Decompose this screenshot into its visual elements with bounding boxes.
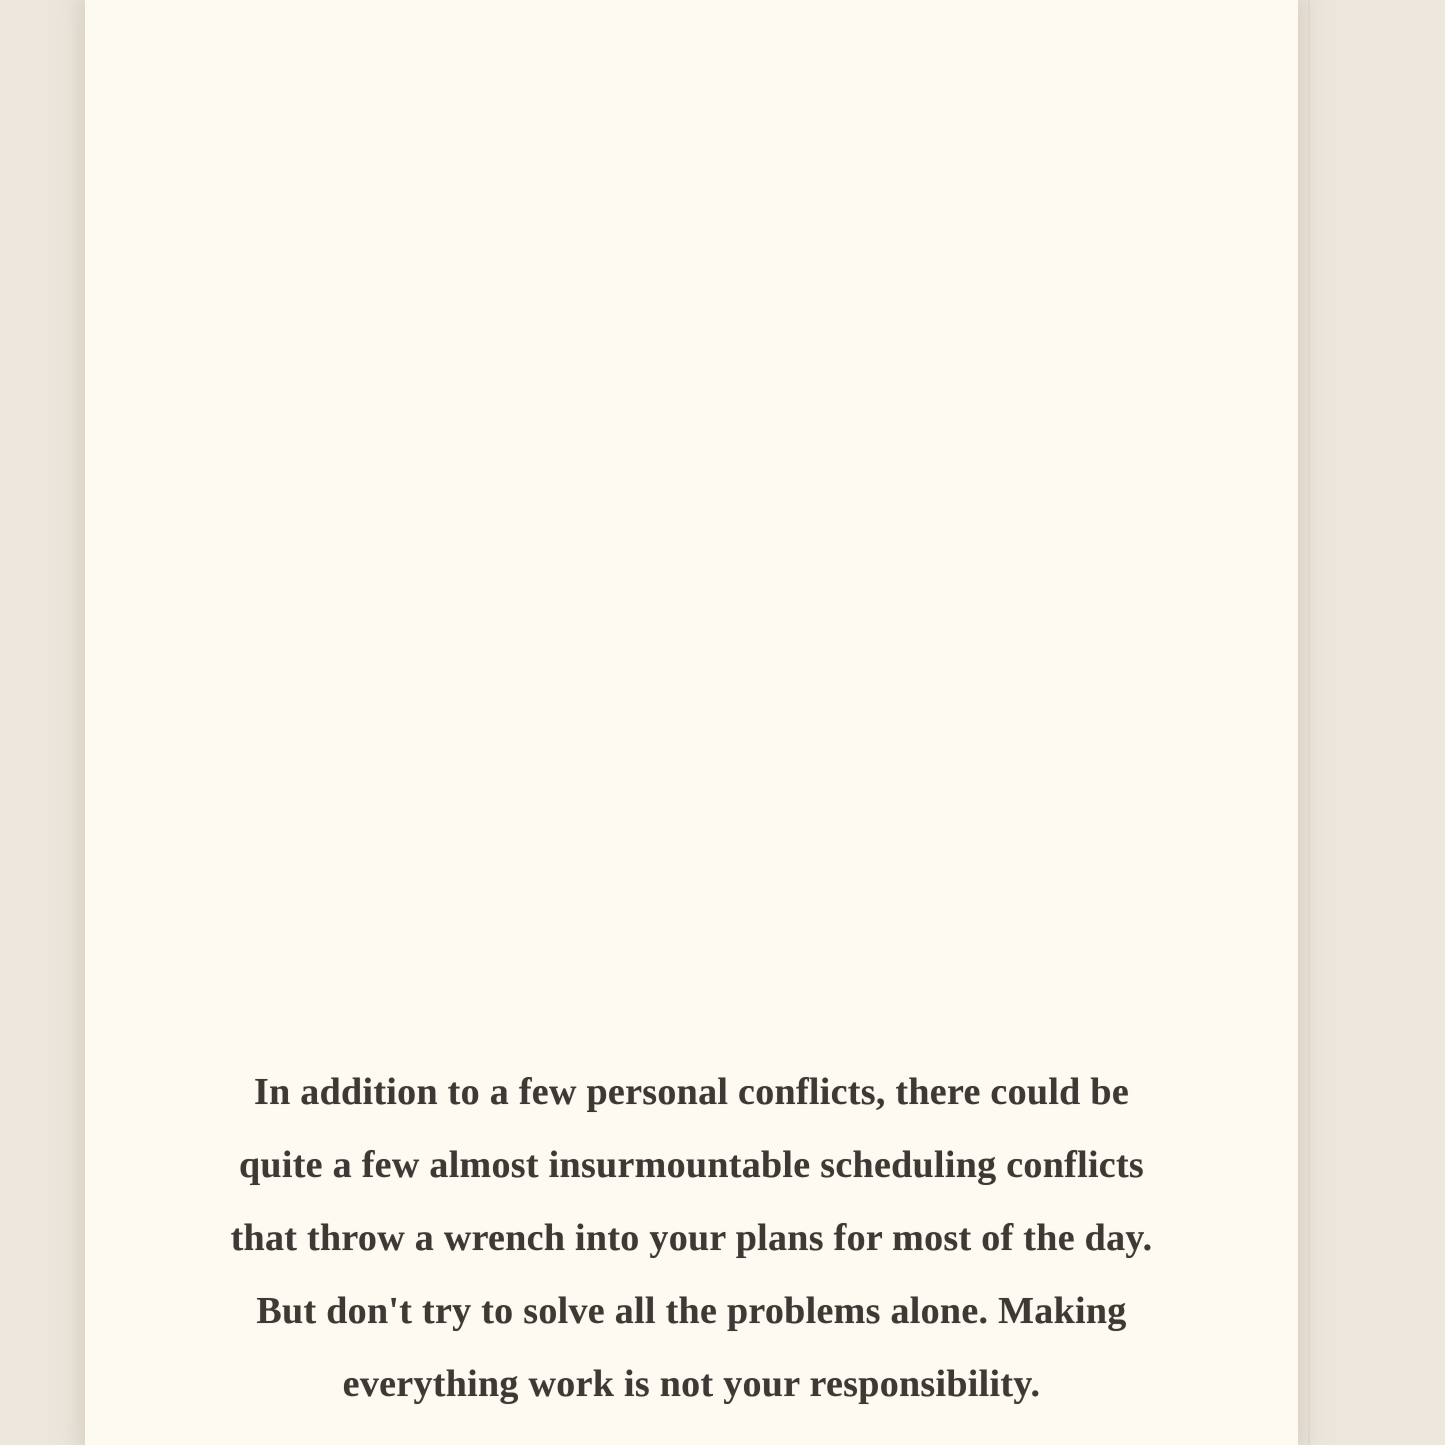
quote-line-4: But don't try to solve all the problems alone. Making bbox=[256, 1290, 1127, 1332]
quote-line-1: In addition to a few personal conflicts, there could be bbox=[253, 1071, 1130, 1113]
right-band-seam bbox=[1308, 0, 1310, 1445]
quote-text-block bbox=[85, 1056, 1298, 1421]
quote-line-5: everything work is not your responsibility. bbox=[342, 1363, 1041, 1405]
quote-line-2: quite a few almost insurmountable scheduling conflicts bbox=[238, 1144, 1145, 1186]
quote-line-3: that throw a wrench into your plans for most of the day. bbox=[230, 1217, 1153, 1259]
